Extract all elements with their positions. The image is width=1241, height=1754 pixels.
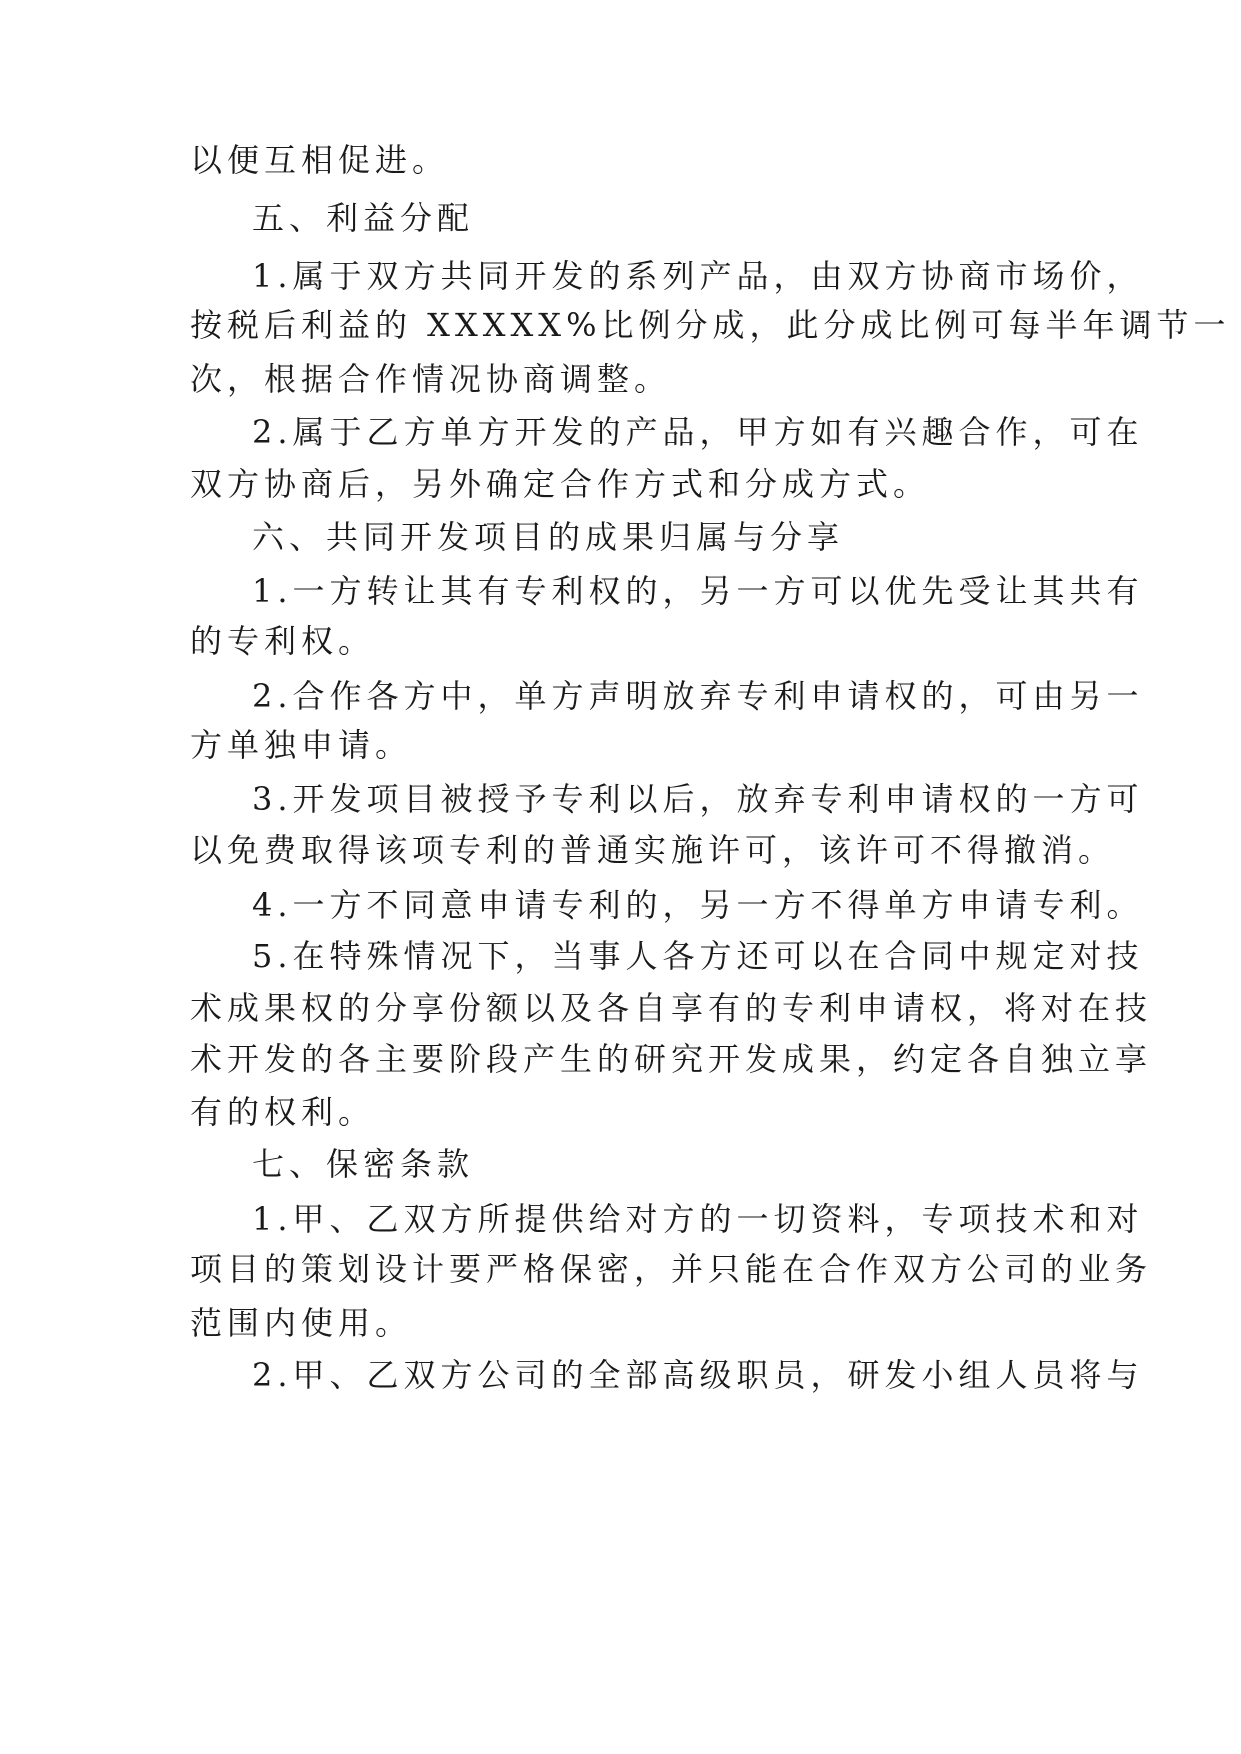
section-heading: 六、共同开发项目的成果归属与分享 [252, 518, 845, 556]
text-line: 项目的策划设计要严格保密，并只能在合作双方公司的业务 [190, 1250, 1153, 1288]
text-line: 2.合作各方中，单方声明放弃专利申请权的，可由另一 [252, 677, 1144, 715]
text-line: 术开发的各主要阶段产生的研究开发成果，约定各自独立享 [190, 1040, 1153, 1078]
text-line: 的专利权。 [190, 622, 376, 660]
section-heading: 五、利益分配 [252, 199, 475, 237]
text-line: 按税后利益的 XXXXX%比例分成，此分成比例可每半年调节一 [190, 306, 1231, 344]
text-line: 2.甲、乙双方公司的全部高级职员，研发小组人员将与 [252, 1356, 1144, 1394]
text-line: 以免费取得该项专利的普通实施许可，该许可不得撤消。 [190, 831, 1116, 869]
text-line: 1.一方转让其有专利权的，另一方可以优先受让其共有 [252, 572, 1144, 610]
text-line: 双方协商后，另外确定合作方式和分成方式。 [190, 465, 931, 503]
text-line: 方单独申请。 [190, 726, 413, 764]
text-line: 5.在特殊情况下，当事人各方还可以在合同中规定对技 [252, 937, 1144, 975]
text-line: 以便互相促进。 [190, 141, 450, 179]
section-heading: 七、保密条款 [252, 1145, 475, 1183]
text-line: 1.甲、乙双方所提供给对方的一切资料，专项技术和对 [252, 1200, 1144, 1238]
text-line: 2.属于乙方单方开发的产品，甲方如有兴趣合作，可在 [252, 413, 1144, 451]
text-line: 1.属于双方共同开发的系列产品，由双方协商市场价， [252, 257, 1144, 295]
text-line: 范围内使用。 [190, 1304, 413, 1342]
text-line: 术成果权的分享份额以及各自享有的专利申请权，将对在技 [190, 989, 1153, 1027]
text-line: 有的权利。 [190, 1093, 376, 1131]
text-line: 次，根据合作情况协商调整。 [190, 360, 672, 398]
text-line: 3.开发项目被授予专利以后，放弃专利申请权的一方可 [252, 780, 1144, 818]
text-line: 4.一方不同意申请专利的，另一方不得单方申请专利。 [252, 886, 1144, 924]
